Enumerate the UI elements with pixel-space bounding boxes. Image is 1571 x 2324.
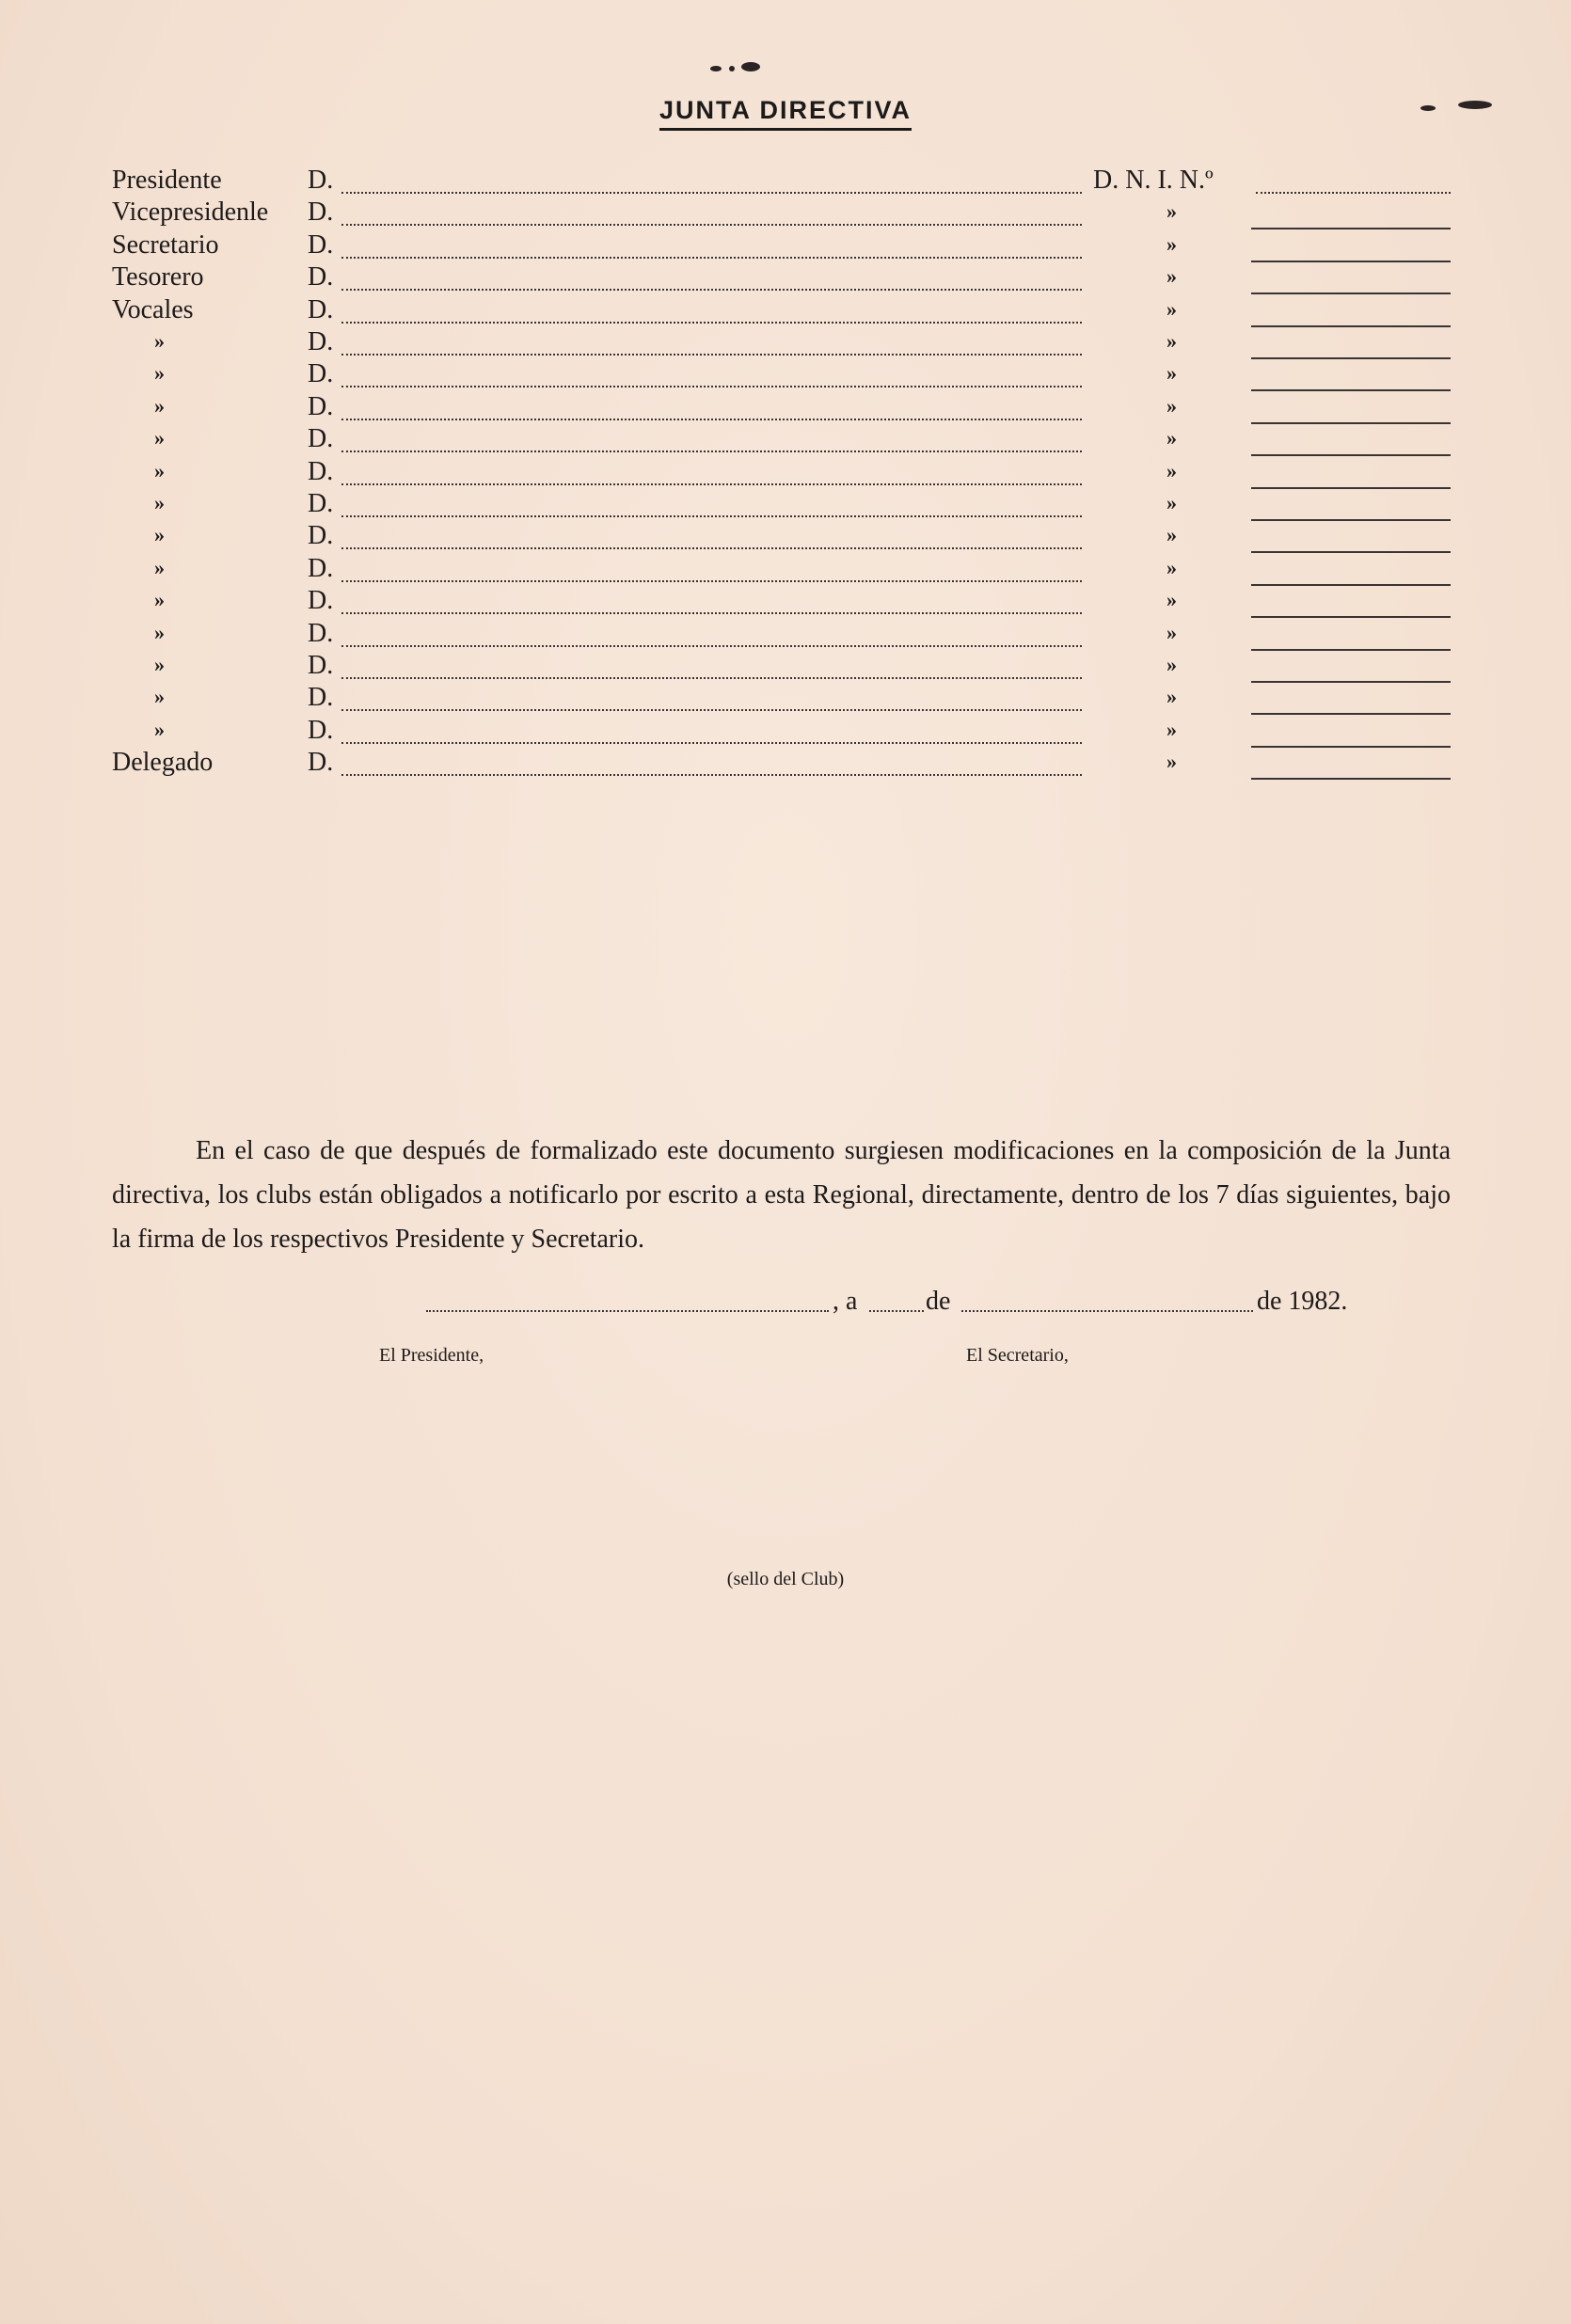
row-role-label: »	[154, 491, 165, 514]
ink-stain	[729, 66, 735, 71]
day-field[interactable]	[869, 1310, 924, 1312]
name-field[interactable]	[341, 322, 1082, 324]
row-role-label: »	[154, 620, 165, 644]
page-title	[0, 96, 1571, 125]
row-d-prefix: D.	[308, 683, 334, 713]
name-field[interactable]	[341, 451, 1082, 452]
dni-ditto-mark: »	[1166, 555, 1177, 579]
row-d-prefix: D.	[308, 456, 334, 486]
name-field[interactable]	[341, 386, 1082, 387]
row-d-prefix: D.	[308, 651, 334, 680]
ink-stain	[741, 62, 760, 71]
club-seal-label: (sello del Club)	[726, 1569, 845, 1589]
dni-ditto-mark: »	[1166, 199, 1177, 224]
row-role-label: »	[154, 588, 165, 612]
row-d-prefix: D.	[308, 229, 334, 260]
row-d-prefix: D.	[308, 327, 334, 356]
row-d-prefix: D.	[308, 262, 334, 292]
name-field[interactable]	[341, 580, 1082, 582]
dni-field[interactable]	[1251, 778, 1451, 780]
dni-ditto-mark: »	[1166, 620, 1177, 644]
row-role-label: »	[154, 361, 165, 386]
name-field[interactable]	[341, 547, 1082, 549]
name-field[interactable]	[341, 483, 1082, 485]
dni-ditto-mark: »	[1166, 685, 1177, 709]
dni-ditto-mark: »	[1166, 458, 1177, 482]
row-d-prefix: D.	[308, 198, 334, 228]
name-field[interactable]	[341, 515, 1082, 517]
row-role-label: »	[154, 717, 165, 741]
row-role-label: »	[154, 685, 165, 709]
date-a-label: , a	[833, 1287, 858, 1316]
name-field[interactable]	[341, 774, 1082, 776]
dni-ditto-mark: »	[1166, 361, 1177, 386]
president-signature-label: El Presidente,	[379, 1345, 484, 1366]
dni-field[interactable]	[1256, 192, 1451, 194]
row-role-label: Presidente	[112, 166, 222, 195]
name-field[interactable]	[341, 289, 1082, 291]
name-field[interactable]	[341, 257, 1082, 259]
row-role-label: »	[154, 523, 165, 547]
row-role-label: »	[154, 653, 165, 676]
notice-paragraph: En el caso de que después de formalizado este documento surgiesen modificaciones en la composición de la Junta directiva, los clubs están obligados a notificarlo por escrito a esta Regional, directamente, dentro de los 7 días siguientes, bajo la firma de los respectivos Presidente y Secretario.	[112, 1136, 1451, 1254]
row-d-prefix: D.	[308, 424, 334, 454]
name-field[interactable]	[341, 677, 1082, 679]
ink-stain	[710, 66, 722, 71]
month-field[interactable]	[961, 1310, 1253, 1312]
row-d-prefix: D.	[308, 586, 334, 616]
row-d-prefix: D.	[308, 391, 334, 421]
row-d-prefix: D.	[308, 294, 334, 324]
row-d-prefix: D.	[308, 618, 334, 648]
name-field[interactable]	[341, 192, 1082, 194]
row-role-label: Secretario	[112, 229, 219, 260]
dni-ditto-mark: »	[1166, 491, 1177, 514]
place-field[interactable]	[426, 1310, 829, 1312]
row-role-label: »	[154, 426, 165, 451]
dni-ditto-mark: »	[1166, 588, 1177, 612]
row-role-label: Vicepresidenle	[112, 198, 269, 228]
row-role-label: »	[154, 393, 165, 418]
row-d-prefix: D.	[308, 553, 334, 583]
name-field[interactable]	[341, 224, 1082, 226]
name-field[interactable]	[341, 419, 1082, 420]
dni-ditto-mark: »	[1166, 393, 1177, 418]
row-role-label: Tesorero	[112, 262, 204, 292]
row-role-label: »	[154, 329, 165, 353]
dni-ditto-mark: »	[1166, 653, 1177, 676]
secretary-signature-label: El Secretario,	[966, 1345, 1069, 1366]
name-field[interactable]	[341, 354, 1082, 356]
dni-ditto-mark: »	[1166, 750, 1177, 774]
dni-ditto-mark: »	[1166, 231, 1177, 256]
name-field[interactable]	[341, 645, 1082, 647]
dni-label: D. N. I. N.º	[1093, 166, 1214, 195]
name-field[interactable]	[341, 709, 1082, 711]
row-d-prefix: D.	[308, 715, 334, 745]
dni-ditto-mark: »	[1166, 296, 1177, 321]
row-d-prefix: D.	[308, 521, 334, 551]
row-d-prefix: D.	[308, 748, 334, 778]
dni-ditto-mark: »	[1166, 264, 1177, 289]
row-role-label: »	[154, 458, 165, 482]
row-d-prefix: D.	[308, 359, 334, 389]
row-role-label: »	[154, 555, 165, 579]
row-d-prefix: D.	[308, 489, 334, 518]
board-member-row	[0, 748, 1571, 785]
dni-ditto-mark: »	[1166, 426, 1177, 451]
dni-ditto-mark: »	[1166, 523, 1177, 547]
date-year-label: de 1982.	[1257, 1287, 1348, 1316]
row-d-prefix: D.	[308, 166, 334, 195]
name-field[interactable]	[341, 742, 1082, 744]
row-role-label: Delegado	[112, 748, 214, 778]
name-field[interactable]	[341, 612, 1082, 614]
row-role-label: Vocales	[112, 294, 194, 324]
dni-ditto-mark: »	[1166, 717, 1177, 741]
date-de-label: de	[926, 1287, 951, 1316]
dni-ditto-mark: »	[1166, 329, 1177, 353]
page-title-text: JUNTA DIRECTIVA	[659, 96, 912, 131]
